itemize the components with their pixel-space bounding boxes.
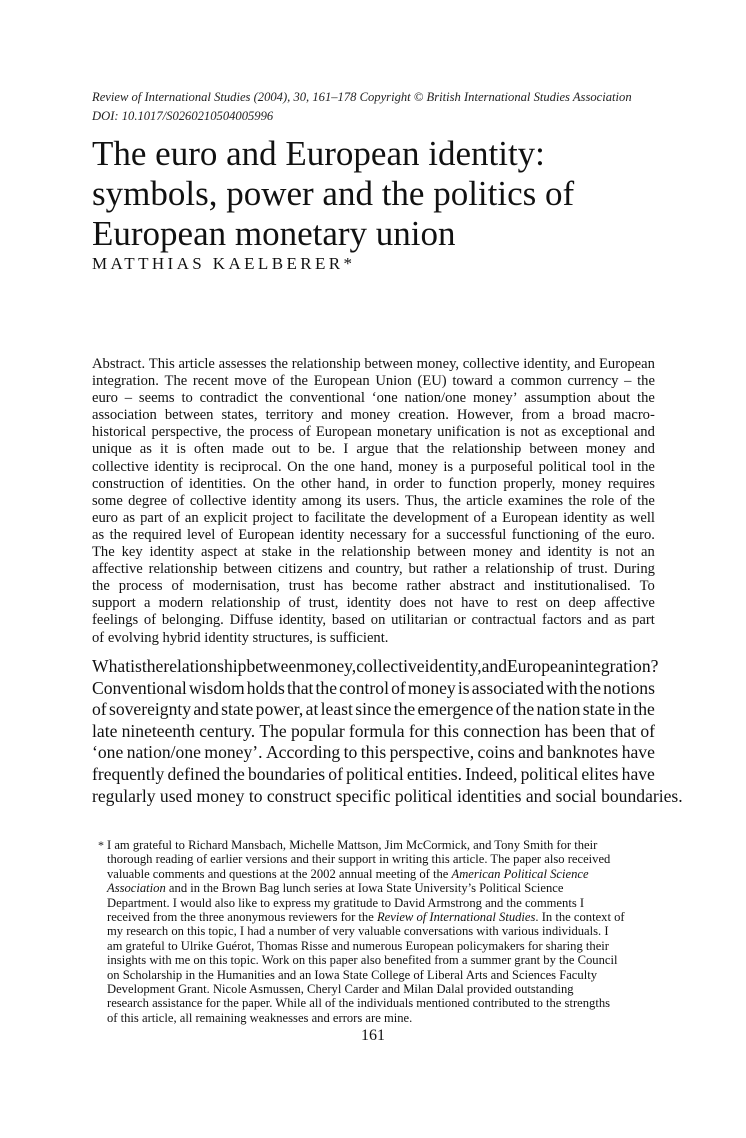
footnote-line: Department. I would also like to express my gratitude to David Armstrong and the comments I: [107, 895, 585, 910]
abstract: [92, 356, 655, 647]
footnote-line: received from the three anonymous reviewers for the Review of International Studies. In the context of: [107, 909, 625, 924]
footnote-line: thorough reading of earlier versions and their support in writing this article. The paper also received: [107, 852, 611, 867]
abstract-line: integration. The recent move of the European Union (EU) toward a common currency – the: [92, 373, 655, 390]
abstract-line: euro as part of an explicit project to facilitate the development of a European identity as well: [92, 509, 655, 526]
abstract-line: the process of modernisation, trust has become rather abstract and institutionalised. To: [92, 578, 655, 595]
journal-doi: DOI: 10.1017/S0260210504005996: [92, 109, 274, 123]
author-name: MATTHIAS KAELBERER*: [92, 254, 356, 273]
body-line: frequently defined the boundaries of political entities. Indeed, political elites have: [92, 763, 655, 784]
footnote-line: Development Grant. Nicole Asmussen, Cheryl Carder and Milan Dalal provided outstanding: [107, 981, 574, 996]
abstract-line: support a modern relationship of trust, identity does not have to rest on deep affective: [92, 595, 655, 612]
abstract-line: unique as it is often made out to be. I argue that the relationship between money and: [92, 441, 655, 458]
body-line: late nineteenth century. The popular formula for this connection has been that of: [92, 720, 655, 741]
abstract-line: association between states, territory and money creation. However, from a broad macro-: [92, 407, 655, 424]
footnote-line: valuable comments and questions at the 2002 annual meeting of the American Political Science: [107, 866, 589, 881]
footnote-line: on Scholarship in the Humanities and an Iowa State College of Liberal Arts and Sciences Faculty: [107, 967, 597, 982]
body-line: regularly used money to construct specific political identities and social boundaries.: [92, 785, 683, 806]
abstract-line: of evolving hybrid identity structures, is sufficient.: [92, 629, 389, 646]
article-title: [92, 134, 655, 254]
footnote-line: am grateful to Ulrike Guérot, Thomas Risse and numerous European policymakers for sharing their: [107, 938, 609, 953]
footnote-line: my research on this topic, I had a number of very valuable conversations with various individuals. I: [107, 924, 609, 939]
footnote-marker: *: [98, 838, 104, 852]
footnote-line: Association and in the Brown Bag lunch series at Iowa State University’s Political Science: [107, 881, 564, 896]
footnote-line: research assistance for the paper. While all of the individuals mentioned contributed to the strengths: [107, 996, 611, 1011]
abstract-line: The key identity aspect at stake in the relationship between money and identity is not an: [92, 544, 655, 561]
page-number: 161: [361, 1027, 385, 1044]
abstract-line: construction of identities. On the other hand, in order to function properly, money requires: [92, 475, 655, 492]
journal-header: [92, 88, 655, 126]
title-line: symbols, power and the politics of: [92, 174, 575, 213]
footnote-line: of this article, all remaining weaknesses and errors are mine.: [107, 1010, 413, 1025]
abstract-line: collective identity is reciprocal. On the one hand, money is a purposeful political tool in the: [92, 458, 655, 475]
footnote-line: * I am grateful to Richard Mansbach, Michelle Mattson, Jim McCormick, and Tony Smith for their: [98, 838, 598, 852]
abstract-line: as the required level of European identity necessary for a successful functioning of the euro.: [92, 526, 655, 543]
abstract-line: euro – seems to contradict the conventional ‘one nation/one money’ assumption about the: [92, 390, 655, 407]
body-line: of sovereignty and state power, at least since the emergence of the nation state in the: [92, 699, 655, 720]
abstract-line: some degree of collective identity among its users. Thus, the article examines the role of the: [92, 492, 655, 509]
body-line: Conventional wisdom holds that the control of money is associated with the notions: [92, 677, 655, 698]
title-line: The euro and European identity:: [92, 134, 545, 173]
body-line: What is the relationship between money, collective identity, and European integration?: [92, 656, 659, 676]
footnote-line: insights with me on this topic. Work on this paper also benefited from a summer grant by the Council: [107, 953, 618, 968]
abstract-line: Abstract. This article assesses the relationship between money, collective identity, and European: [92, 356, 655, 372]
body-paragraph: [92, 656, 683, 807]
body-line: ‘one nation/one money’. According to this perspective, coins and banknotes have: [92, 742, 655, 763]
title-line: European monetary union: [92, 214, 456, 253]
abstract-line: historical perspective, the process of European monetary unification is not as exceptional and: [92, 424, 655, 441]
journal-citation: Review of International Studies (2004), 30, 161–178 Copyright © British International Studies Association: [92, 90, 632, 104]
abstract-line: affective relationship between citizens and country, but rather a relationship of trust. During: [92, 561, 655, 578]
abstract-line: feelings of belonging. Diffuse identity, based on utilitarian or contractual factors and as part: [92, 612, 655, 629]
footnote: [98, 838, 661, 1025]
